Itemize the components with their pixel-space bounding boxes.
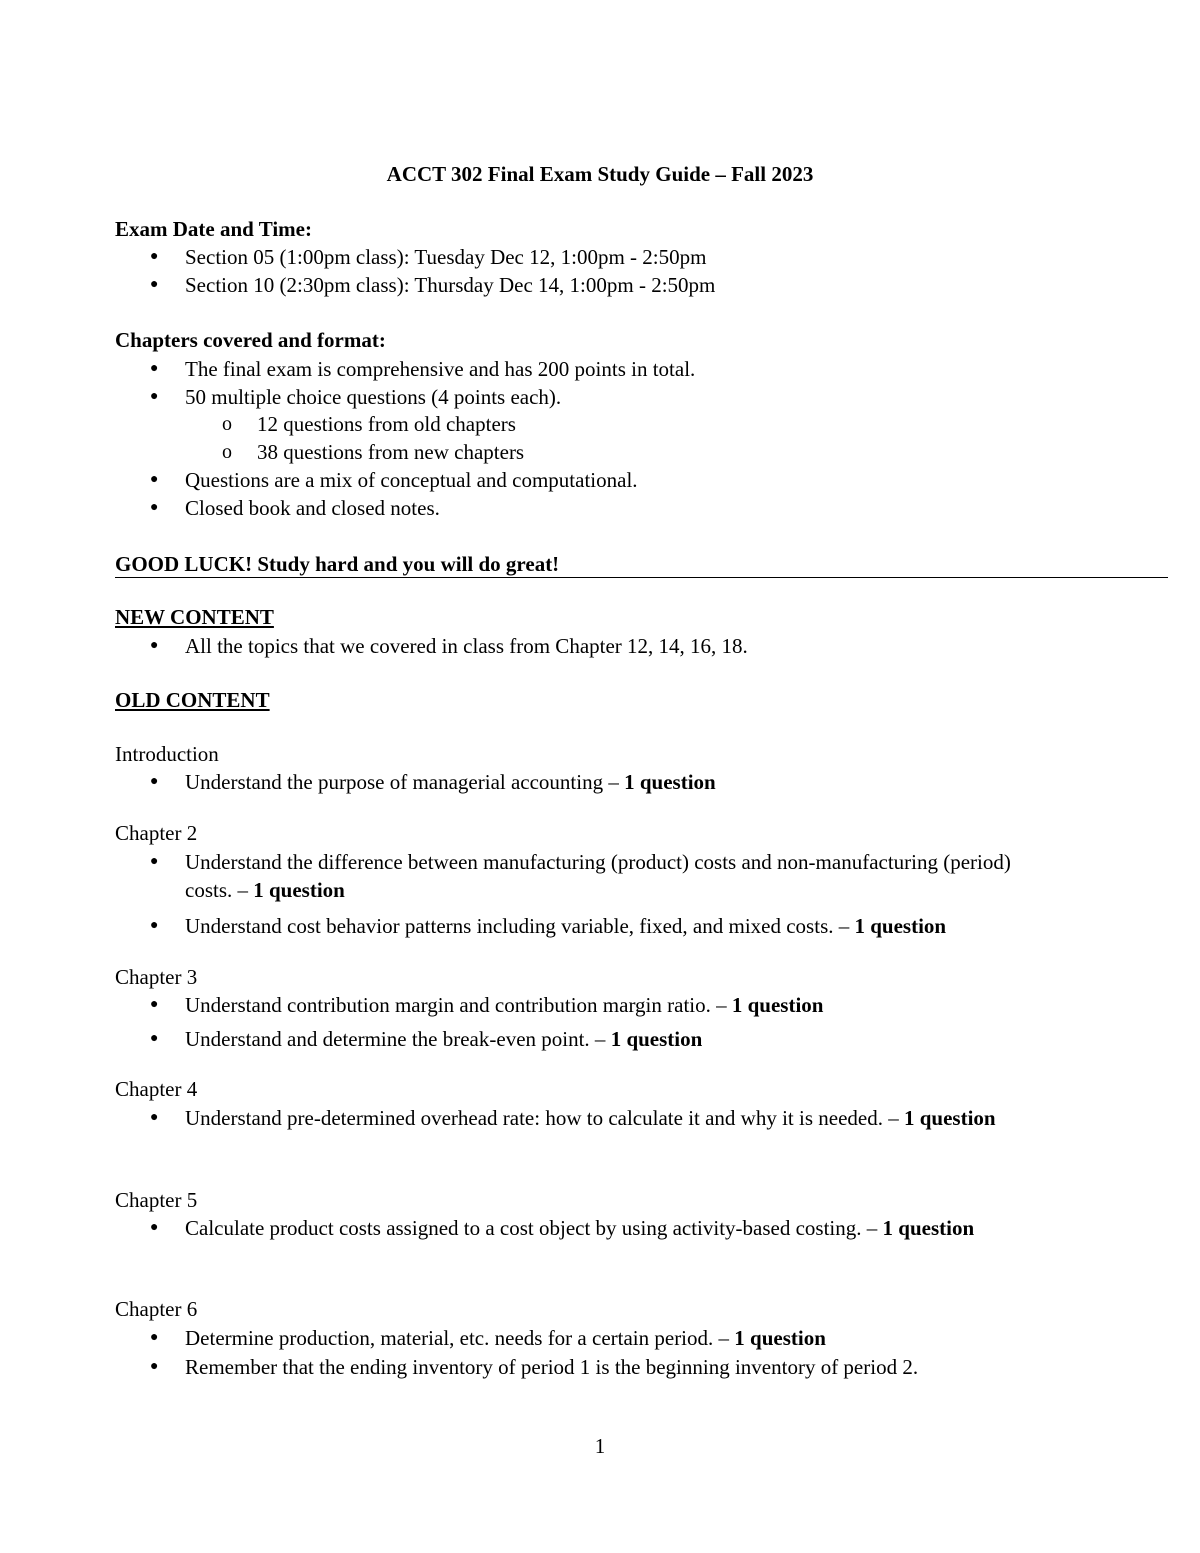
bullet-icon: ● <box>150 1330 159 1345</box>
bullet-icon: ● <box>150 361 159 376</box>
horizontal-rule <box>115 577 1168 578</box>
page-title: ACCT 302 Final Exam Study Guide – Fall 2023 <box>386 162 814 186</box>
old-content-item: Understand the difference between manufacturing (product) costs and non-manufacturing (period) costs. – 1 question <box>185 850 1011 902</box>
format-item: 50 multiple choice questions (4 points each). <box>185 385 562 409</box>
bullet-icon: ● <box>150 277 159 292</box>
bullet-icon: ● <box>150 1359 159 1374</box>
old-content-item: Understand the purpose of managerial accounting – 1 question <box>185 770 716 794</box>
exam-date-item: Section 10 (2:30pm class): Thursday Dec 14, 1:00pm - 2:50pm <box>185 273 716 297</box>
section-title: Chapter 2 <box>115 821 198 845</box>
old-content-item: Understand and determine the break-even point. – 1 question <box>185 1027 703 1051</box>
bullet-icon: ● <box>150 997 159 1012</box>
bullet-icon: ● <box>150 638 159 653</box>
bullet-icon: ● <box>150 500 159 515</box>
format-subitem: 38 questions from new chapters <box>257 440 525 464</box>
good-luck-text: GOOD LUCK! Study hard and you will do great! <box>115 552 560 576</box>
format-item: Questions are a mix of conceptual and computational. <box>185 468 638 492</box>
old-content-item: Understand pre-determined overhead rate: how to calculate it and why it is needed. – 1 question <box>185 1106 996 1130</box>
exam-date-heading: Exam Date and Time: <box>115 217 312 241</box>
bullet-icon: ● <box>150 854 159 869</box>
old-content-item: Understand contribution margin and contribution margin ratio. – 1 question <box>185 993 824 1017</box>
bullet-icon: ● <box>150 1110 159 1125</box>
bullet-icon: ● <box>150 918 159 933</box>
exam-date-item: Section 05 (1:00pm class): Tuesday Dec 12, 1:00pm - 2:50pm <box>185 245 707 269</box>
section-title: Chapter 5 <box>115 1188 198 1212</box>
sub-bullet-icon: o <box>222 441 232 463</box>
section-title: Chapter 3 <box>115 965 198 989</box>
bullet-icon: ● <box>150 472 159 487</box>
new-content-item: All the topics that we covered in class from Chapter 12, 14, 16, 18. <box>185 634 748 658</box>
old-content-item: Determine production, material, etc. needs for a certain period. – 1 question <box>185 1326 826 1350</box>
old-content-heading: OLD CONTENT <box>115 688 270 712</box>
bullet-icon: ● <box>150 774 159 789</box>
bullet-icon: ● <box>150 1220 159 1235</box>
bullet-icon: ● <box>150 389 159 404</box>
section-title: Chapter 6 <box>115 1297 198 1321</box>
format-heading: Chapters covered and format: <box>115 328 386 352</box>
section-title: Chapter 4 <box>115 1077 198 1101</box>
new-content-heading: NEW CONTENT <box>115 605 274 629</box>
page-number: 1 <box>594 1434 606 1458</box>
section-title: Introduction <box>115 742 219 766</box>
format-item: Closed book and closed notes. <box>185 496 440 520</box>
bullet-icon: ● <box>150 1031 159 1046</box>
old-content-item: Calculate product costs assigned to a cost object by using activity-based costing. – 1 question <box>185 1216 975 1240</box>
sub-bullet-icon: o <box>222 413 232 435</box>
format-item: The final exam is comprehensive and has 200 points in total. <box>185 357 696 381</box>
old-content-item: Remember that the ending inventory of period 1 is the beginning inventory of period 2. <box>185 1355 919 1379</box>
bullet-icon: ● <box>150 249 159 264</box>
format-subitem: 12 questions from old chapters <box>257 412 516 436</box>
old-content-item: Understand cost behavior patterns including variable, fixed, and mixed costs. – 1 question <box>185 914 947 938</box>
